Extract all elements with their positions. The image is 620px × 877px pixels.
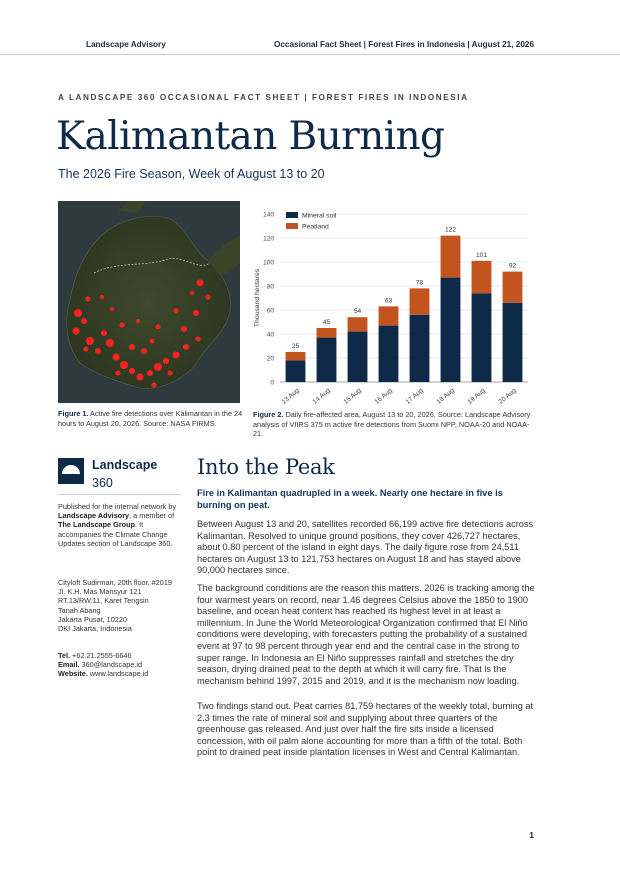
figure1-caption-text: Active fire detections over Kalimantan in the 24 hours to August 20, 2026. Source: NASA FIRMS. xyxy=(58,409,243,428)
header-divider xyxy=(0,54,620,55)
chart-bar-mineral-soil xyxy=(286,360,306,382)
chart-y-tick-label: 80 xyxy=(266,283,274,291)
chart-data-label: 92 xyxy=(508,262,517,270)
chart-legend-swatch xyxy=(286,212,298,218)
sidebar-divider xyxy=(58,494,181,495)
chart-x-tick-label: 16 Aug xyxy=(373,387,394,406)
sidebar-address xyxy=(58,578,183,633)
fire-map-image xyxy=(58,201,240,403)
chart-x-tick-label: 13 Aug xyxy=(280,387,301,406)
chart-x-tick-label: 20 Aug xyxy=(497,387,518,406)
chart-y-tick-label: 0 xyxy=(270,379,274,387)
chart-bar-peatland xyxy=(348,317,368,331)
figure2-caption xyxy=(253,410,531,439)
chart-bar-peatland xyxy=(503,272,523,303)
chart-data-label: 54 xyxy=(353,308,362,316)
article-paragraph: Two findings stand out. Peat carries 81,759 hectares of the weekly total, burning at 2.3 times the rate of mineral soil and supplying about three quarters of the greenhouse gas released. And just over half the fire sits inside a licensed concession, with oil palm alone accounting for more than a fifth of the total. Both point to drained peat inside plantation licenses in West and Central Kalimantan. xyxy=(197,701,534,758)
chart-x-tick-label: 14 Aug xyxy=(311,387,332,406)
logo-name-line2: 360 xyxy=(92,476,113,490)
website-value: www.landscape.id xyxy=(87,669,149,679)
chart-data-label: 101 xyxy=(475,251,488,259)
chart-x-tick-label: 18 Aug xyxy=(435,387,456,406)
figure2-caption-text: Daily fire-affected area, August 13 to 20, 2026. Source: Landscape Advisory analysis of VIIRS 375 m active fire detections from Suomi NPP, NOAA-20 and NOAA-21. xyxy=(253,410,531,438)
chart-legend-label: Peatland xyxy=(302,223,329,231)
landscape-360-logo xyxy=(58,458,84,484)
chart-y-tick-label: 140 xyxy=(263,211,274,219)
about-bold-1: Landscape Advisory xyxy=(58,511,130,521)
article-lede: Fire in Kalimantan quadrupled in a week. Nearly one hectare in five is burning on peat. xyxy=(197,488,503,510)
figure1-caption xyxy=(58,409,243,428)
chart-bar-peatland xyxy=(472,261,492,293)
chart-bar-mineral-soil xyxy=(317,338,337,382)
chart-bar-mineral-soil xyxy=(348,332,368,382)
chart-bar-peatland xyxy=(286,352,306,360)
chart-y-tick-label: 120 xyxy=(263,235,274,243)
tel-label: Tel. xyxy=(58,651,71,660)
address-line: RT.13/RW.11, Karet Tengsin xyxy=(58,596,149,606)
page-title: Kalimantan Burning xyxy=(56,114,445,159)
fire-area-chart xyxy=(248,200,538,410)
figure1-label: Figure 1. xyxy=(58,409,89,418)
chart-x-tick-label: 17 Aug xyxy=(404,387,425,406)
address-line: Cityloft Sudirman, 20th floor, #2019 xyxy=(58,578,172,587)
kicker: A LANDSCAPE 360 OCCASIONAL FACT SHEET | FOREST FIRES IN INDONESIA xyxy=(58,93,469,102)
contact-email xyxy=(58,660,183,669)
chart-x-tick-label: 15 Aug xyxy=(342,387,363,406)
page-subtitle: The 2026 Fire Season, Week of August 13 to 20 xyxy=(58,167,325,181)
article-paragraph: The background conditions are the reason this matters. 2026 is tracking among the four warmest years on record, near 1.46 degrees Celsius above the 1850 to 1900 baseline, and ocean heat content has reached its highest level in at least a millennium. In June the World Meteorological Organization confirmed that El Niño conditions were developing, with forecasters putting the probability of a sustained event at 97 to 98 percent through year end and the central case in the strong to super range. In Indonesia an El Niño suppresses rainfall and stretches the dry season, drying drained peat to the depth at which it will carry fire. That is the mechanism behind 1997, 2015 and 2019, and it is the mechanism now loading. xyxy=(197,583,535,686)
about-text-2: , a member of xyxy=(129,511,175,521)
about-text-3: . It accompanies the Climate Change Updates section of Landscape 360. xyxy=(58,520,173,548)
chart-legend-swatch xyxy=(286,223,298,229)
sidebar-contact xyxy=(58,651,183,679)
chart-data-label: 45 xyxy=(322,319,331,326)
email-value: 360@landscape.id xyxy=(79,660,143,670)
tel-value: +62.21.2555-6646 xyxy=(70,651,132,660)
chart-y-axis-label: Thousand hectares xyxy=(254,268,261,328)
chart-bar-peatland xyxy=(379,306,399,325)
email-label: Email. xyxy=(58,660,80,670)
chart-bar-peatland xyxy=(441,236,461,278)
chart-y-tick-label: 60 xyxy=(266,307,274,315)
contact-tel xyxy=(58,651,183,660)
article-heading: Into the Peak xyxy=(197,455,335,479)
chart-data-label: 63 xyxy=(384,297,393,305)
header-publisher: Landscape Advisory xyxy=(86,40,166,49)
figure2-label: Figure 2. xyxy=(253,410,284,419)
header-issue-info: Occasional Fact Sheet | Forest Fires in Indonesia | August 21, 2026 xyxy=(274,40,534,49)
address-line: Tanah Abang xyxy=(58,605,101,615)
chart-data-label: 25 xyxy=(291,343,300,350)
chart-x-tick-label: 19 Aug xyxy=(466,387,487,406)
chart-y-tick-label: 100 xyxy=(263,259,274,267)
address-line: Jakarta Pusat, 10220 xyxy=(58,614,127,624)
about-text-1: Published for the internal network by xyxy=(58,502,177,511)
chart-bar-mineral-soil xyxy=(441,278,461,382)
chart-bar-peatland xyxy=(410,288,430,314)
logo-mark-icon xyxy=(58,458,84,484)
address-line: Jl. K.H. Mas Mansyur 121 xyxy=(58,587,142,597)
chart-bar-mineral-soil xyxy=(472,293,492,382)
article-paragraph: Between August 13 and 20, satellites recorded 66,199 active fire detections across Kalimantan. Resolved to unique ground positions, they cover 426,727 hectares, about 0.80 percent of the island in eight days. The daily figure rose from 24,511 hectares on August 13 to 121,753 hectares on August 18 and has stayed above 90,000 hectares since. xyxy=(197,519,534,576)
chart-bar-peatland xyxy=(317,328,337,338)
chart-bar-mineral-soil xyxy=(410,315,430,382)
sidebar-about xyxy=(58,502,183,548)
chart-y-tick-label: 20 xyxy=(266,355,274,363)
chart-bar-mineral-soil xyxy=(503,303,523,382)
contact-website xyxy=(58,669,183,678)
logo-name-line1: Landscape xyxy=(92,458,158,472)
page-number: 1 xyxy=(529,830,534,840)
chart-y-tick-label: 40 xyxy=(266,331,274,339)
chart-bar-mineral-soil xyxy=(379,326,399,382)
chart-data-label: 78 xyxy=(415,279,424,287)
about-bold-2: The Landscape Group xyxy=(58,520,136,530)
website-label: Website. xyxy=(58,669,88,679)
address-line: DKI Jakarta, Indonesia xyxy=(58,624,132,634)
chart-data-label: 122 xyxy=(444,226,457,234)
chart-legend-label: Mineral soil xyxy=(302,212,337,220)
